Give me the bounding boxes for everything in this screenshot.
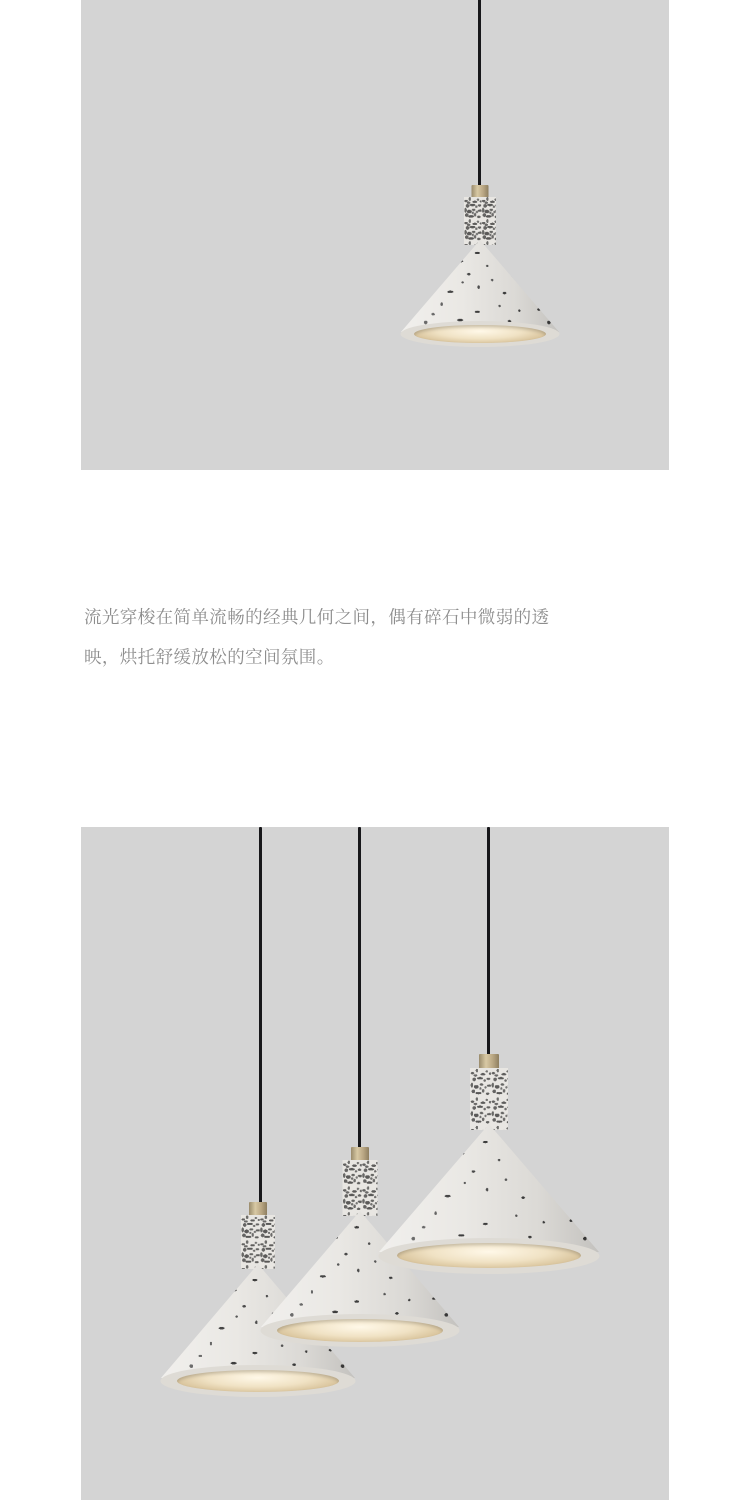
lamp-cord-b bbox=[358, 827, 361, 1150]
pendant-lamp-pair-photo bbox=[81, 0, 669, 470]
lamp-cone bbox=[379, 1124, 599, 1252]
cone-body bbox=[379, 1124, 599, 1252]
lamp-mouth-glow bbox=[277, 1319, 443, 1342]
terrazzo-speckle-texture bbox=[464, 197, 496, 245]
brass-collar bbox=[479, 1054, 499, 1069]
lamp-cord-right bbox=[478, 0, 481, 188]
product-description-caption bbox=[84, 598, 668, 678]
terrazzo-speckle-texture bbox=[343, 1160, 378, 1216]
brass-collar bbox=[351, 1147, 369, 1161]
lamp-cone bbox=[401, 240, 559, 332]
caption-line-1: 流光穿梭在简单流畅的经典几何之间，偶有碎石中微弱的透 bbox=[84, 608, 550, 628]
lamp-mouth-glow bbox=[397, 1243, 581, 1268]
lamp-neck bbox=[464, 197, 496, 245]
cone-body bbox=[401, 240, 559, 332]
caption-line-2: 映，烘托舒缓放松的空间氛围。 bbox=[84, 648, 335, 668]
lamp-mouth-glow bbox=[414, 325, 546, 343]
lamp-mouth-glow bbox=[177, 1370, 339, 1392]
pendant-lamp-right bbox=[401, 185, 559, 355]
lamp-cord-c bbox=[487, 827, 490, 1057]
lamp-neck bbox=[343, 1160, 378, 1216]
pendant-lamp-c bbox=[379, 1054, 599, 1299]
lamp-neck bbox=[470, 1068, 508, 1130]
terrazzo-speckle-texture bbox=[470, 1068, 508, 1130]
pendant-lamp-trio-photo bbox=[81, 827, 669, 1500]
